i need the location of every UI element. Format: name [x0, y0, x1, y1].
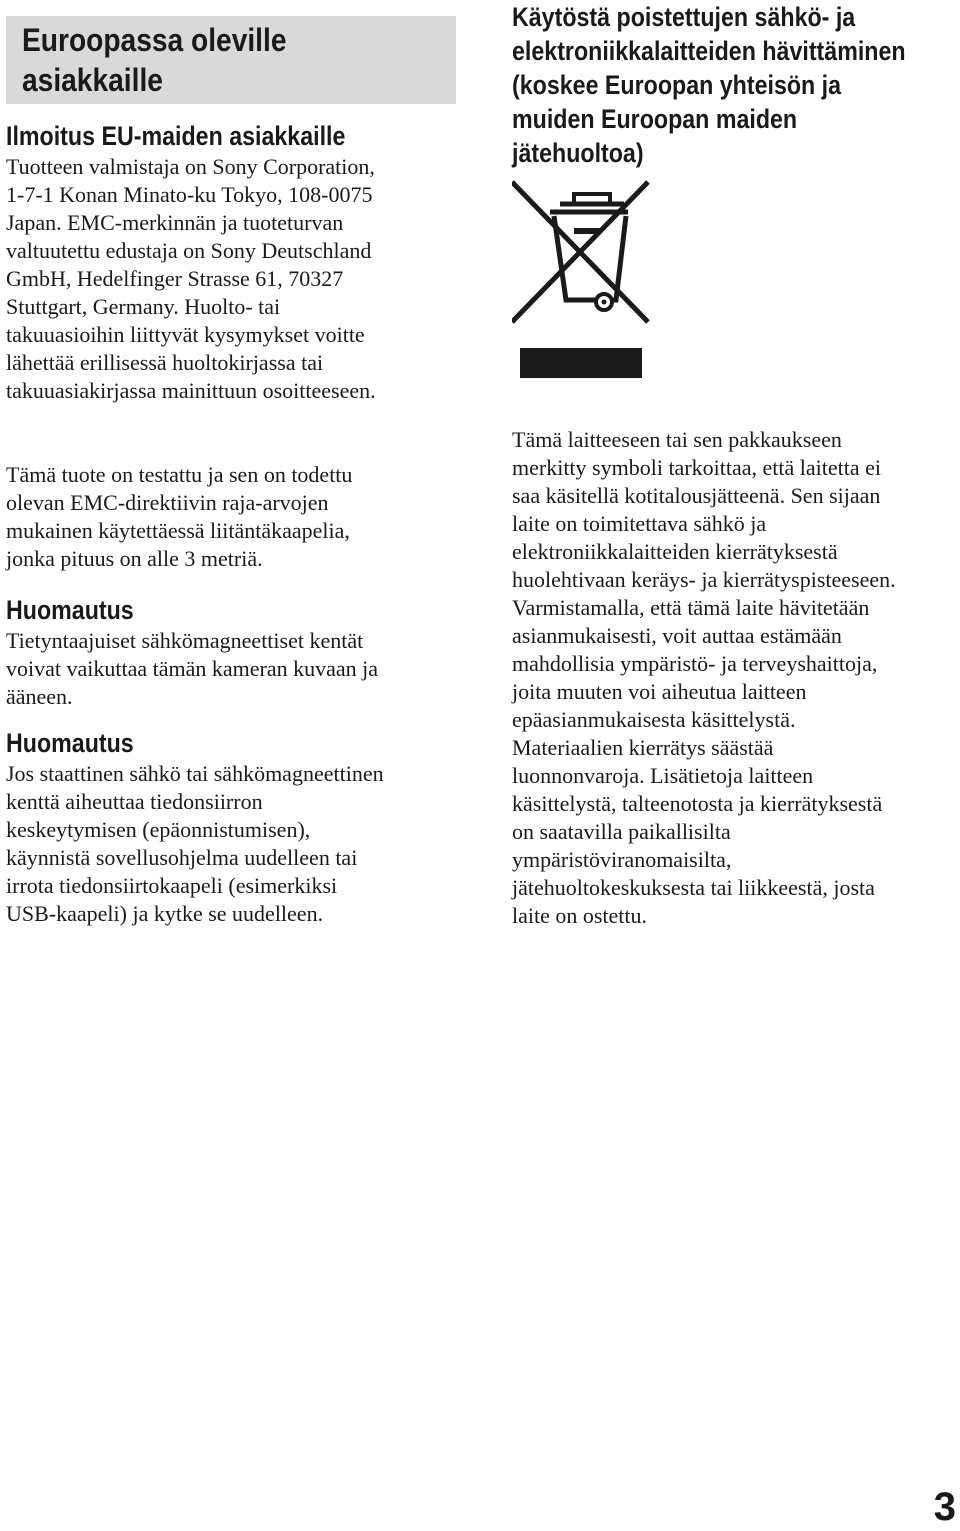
huomautus-heading-1: Huomautus [6, 595, 134, 625]
eu-notice-heading: Ilmoitus EU-maiden asiakkaille [6, 121, 346, 151]
section-title: Euroopassa oleville asiakkaille [22, 22, 287, 98]
page-number: 3 [933, 1485, 956, 1529]
weee-heading: Käytöstä poistettujen sähkö- ja elektroniikkalaitteiden hävittäminen (koskee Euroopan yhteisön ja muiden Euroopan maiden jätehuoltoa) [512, 2, 906, 168]
eu-notice-text: Tuotteen valmistaja on Sony Corporation, 1-7-1 Konan Minato-ku Tokyo, 108-0075 Japan. EMC-merkinnän ja tuoteturvan valtuutettu edustaja on Sony Deutschland GmbH, Hedelfinger Strasse 61, 70327 Stuttgart, Germany. Huolto- tai takuuasioihin liittyvät kysymykset voitte lähettää erillisessä huoltokirjassa tai takuuasiakirjassa mainittuun osoitteeseen. [6, 154, 376, 403]
huomautus-text-1: Tietyntaajuiset sähkömagneettiset kentät voivat vaikuttaa tämän kameran kuvaan ja ääneen. [6, 628, 379, 709]
emc-text: Tämä tuote on testattu ja sen on todettu olevan EMC-direktiivin raja-arvojen mukainen käytettäessä liitäntäkaapelia, jonka pituus on alle 3 metriä. [6, 462, 353, 571]
weee-text: Tämä laitteeseen tai sen pakkaukseen merkitty symboli tarkoittaa, että laitetta ei saa käsitellä kotitalousjätteenä. Sen sijaan laite on toimitettava sähkö ja elektroniikkalaitteiden kierrätyksestä huolehtivaan keräys- ja kierrätyspisteeseen. Varmistamalla, että tämä laite hävitetään asianmukaisesti, voit auttaa estämään mahdollisia ympäristö- ja terveyshaittoja, joita muuten voi aiheutua laitteen epäasianmukaisesta käsittelystä. Materiaalien kierrätys säästää luonnonvaroja. Lisätietoja laitteen käsittelystä, talteenotosta ja kierrätyksestä on saatavilla paikallisilta ympäristöviranomaisilta, jätehuoltokeskuksesta tai liikkeestä, josta laite on ostettu. [512, 427, 896, 928]
right-column [512, 0, 958, 930]
huomautus-heading-2: Huomautus [6, 728, 134, 758]
section-banner [6, 16, 456, 104]
crossed-out-wheelie-bin-icon [512, 176, 652, 386]
left-column [6, 16, 458, 928]
huomautus-text-2: Jos staattinen sähkö tai sähkömagneettinen kenttä aiheuttaa tiedonsiirron keskeytymisen (epäonnistumisen), käynnistä sovellusohjelma uudelleen tai irrota tiedonsiirtokaapeli (esimerkiksi USB-kaapeli) ja kytke se uudelleen. [6, 761, 384, 926]
